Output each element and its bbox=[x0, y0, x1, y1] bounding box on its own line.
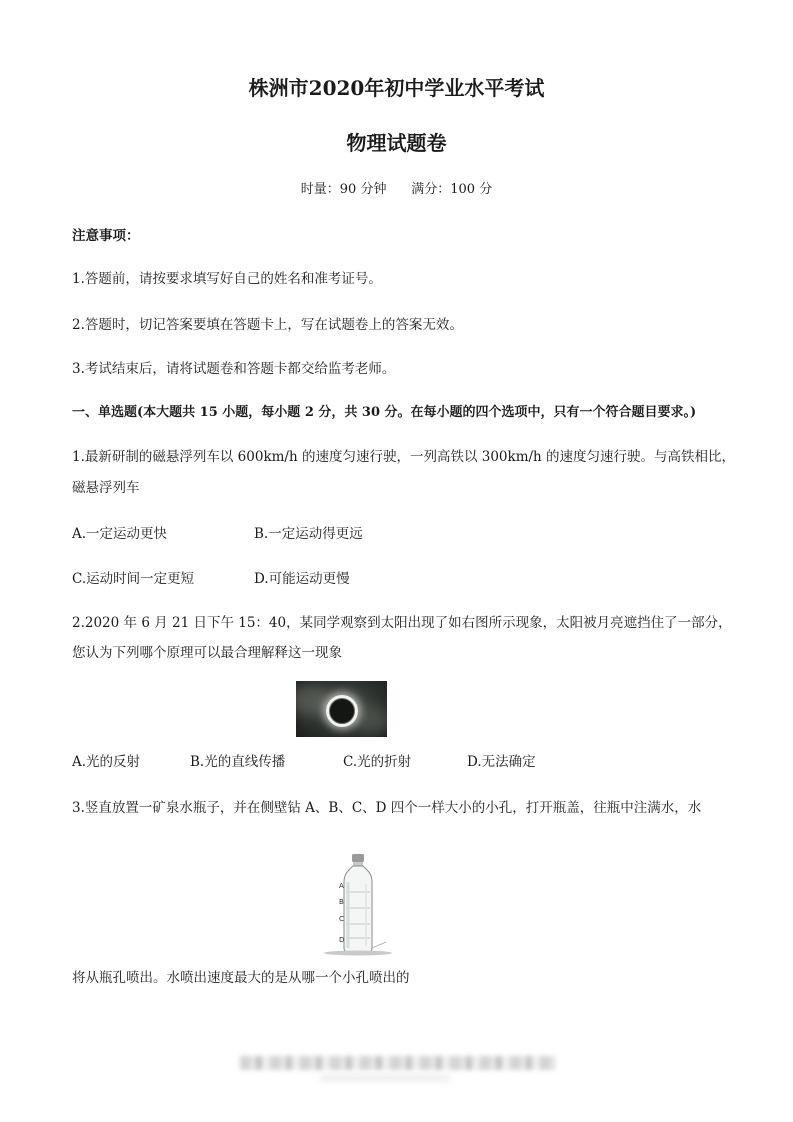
exam-title: 株洲市2020年初中学业水平考试 bbox=[248, 76, 545, 100]
question-2-option-a: A.光的反射 bbox=[72, 754, 141, 770]
question-2-option-b: B.光的直线传播 bbox=[190, 754, 286, 770]
blurred-footer bbox=[240, 1056, 556, 1070]
exam-subtitle: 物理试题卷 bbox=[346, 131, 447, 155]
question-3-line: 将从瓶孔喷出。水喷出速度最大的是从哪一个小孔喷出的 bbox=[72, 970, 410, 986]
question-1-option-b: B.一定运动得更远 bbox=[254, 526, 363, 542]
hole-label-b: B bbox=[339, 898, 344, 906]
question-1-option-d: D.可能运动更慢 bbox=[254, 571, 350, 587]
question-2-option-c: C.光的折射 bbox=[343, 754, 412, 770]
question-3-line: 3.竖直放置一矿泉水瓶子，并在侧壁钻 A、B、C、D 四个一样大小的小孔，打开瓶盖，往瓶中注满水，水 bbox=[72, 800, 702, 816]
notes-heading: 注意事项： bbox=[72, 228, 140, 244]
question-1-line: 1.最新研制的磁悬浮列车以 600km/h 的速度匀速行驶，一列高铁以 300km/h 的速度匀速行驶。与高铁相比， bbox=[72, 449, 736, 465]
question-1-option-c: C.运动时间一定更短 bbox=[72, 571, 195, 587]
exam-meta: 时量：90 分钟 满分：100 分 bbox=[300, 182, 493, 197]
note-item: 3.考试结束后，请将试题卷和答题卡都交给监考老师。 bbox=[72, 361, 396, 377]
question-1-line: 磁悬浮列车 bbox=[72, 480, 140, 496]
question-2-line: 2.2020 年 6 月 21 日下午 15：40，某同学观察到太阳出现了如右图所示现象，太阳被月亮遮挡住了一部分， bbox=[72, 615, 732, 631]
blurred-footer-sub bbox=[320, 1074, 450, 1082]
question-2-option-d: D.无法确定 bbox=[467, 754, 536, 770]
question-1-option-a: A.一定运动更快 bbox=[72, 526, 168, 542]
section-heading: 一、单选题(本大题共 15 小题，每小题 2 分，共 30 分。在每小题的四个选项中，只有一个符合题目要求。) bbox=[72, 405, 697, 420]
hole-label-d: D bbox=[339, 936, 345, 944]
water-bottle-photo bbox=[322, 852, 394, 956]
solar-eclipse-photo bbox=[296, 681, 387, 737]
note-item: 1.答题前，请按要求填写好自己的姓名和准考证号。 bbox=[72, 271, 382, 287]
question-2-line: 您认为下列哪个原理可以最合理解释这一现象 bbox=[72, 645, 342, 661]
hole-label-a: A bbox=[339, 882, 344, 890]
hole-label-c: C bbox=[339, 915, 344, 923]
note-item: 2.答题时，切记答案要填在答题卡上，写在试题卷上的答案无效。 bbox=[72, 317, 463, 333]
